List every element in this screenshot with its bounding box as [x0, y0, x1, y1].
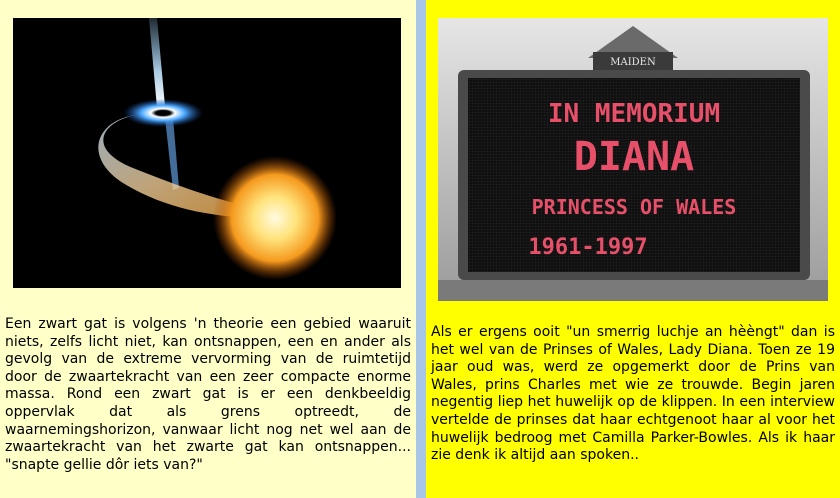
sign-line-4: 1961-1997 [528, 235, 648, 260]
star [213, 156, 337, 280]
black-hole-image [13, 18, 401, 288]
sign-line-3: PRINCESS OF WALES [531, 195, 737, 219]
accretion-disk [123, 99, 203, 127]
right-panel [426, 0, 840, 498]
black-hole-illustration [13, 18, 401, 288]
left-panel [0, 0, 416, 498]
memorial-sign-image [438, 18, 828, 301]
memorial-sign [438, 18, 828, 301]
sign-line-1: IN MEMORIUM [547, 99, 721, 129]
black-hole-description: Een zwart gat is volgens 'n theorie een gebied waaruit niets, zelfs licht niet, kan ontsnappen, een en ander als gevolg van de extreme vervorming van de ruimtetijd door de zwaartekracht van een zeer compacte enorme massa. Rond een zwart gat is er een denkbeeldig oppervlak dat als grens optreedt, de waarnemingshorizon, vanwaar licht nog net wel aan de zwaartekracht van het zwarte gat kan ontsnappen... "snapte gellie dôr iets van?" [5, 316, 411, 473]
sign-line-2: DIANA [573, 134, 695, 180]
diana-description: Als er ergens ooit "un smerrig luchje an hèèngt" dan is het wel van de Prinses of Wales, Lady Diana. Toen ze 19 jaar oud was, werd ze opgemerkt door de Prins van Wales, prins Charles met wie ze trouwde. Begin jaren negentig liep het huwelijk op de klippen. In een interview vertelde de prinses dat haar echtgenoot haar al voor het huwelijk bedroog met Camilla Parker-Bowles. Als ik haar zie denk ik altijd aan spoken.. [431, 324, 835, 464]
panel-divider [416, 0, 426, 498]
maiden-label: MAIDEN [610, 57, 656, 68]
